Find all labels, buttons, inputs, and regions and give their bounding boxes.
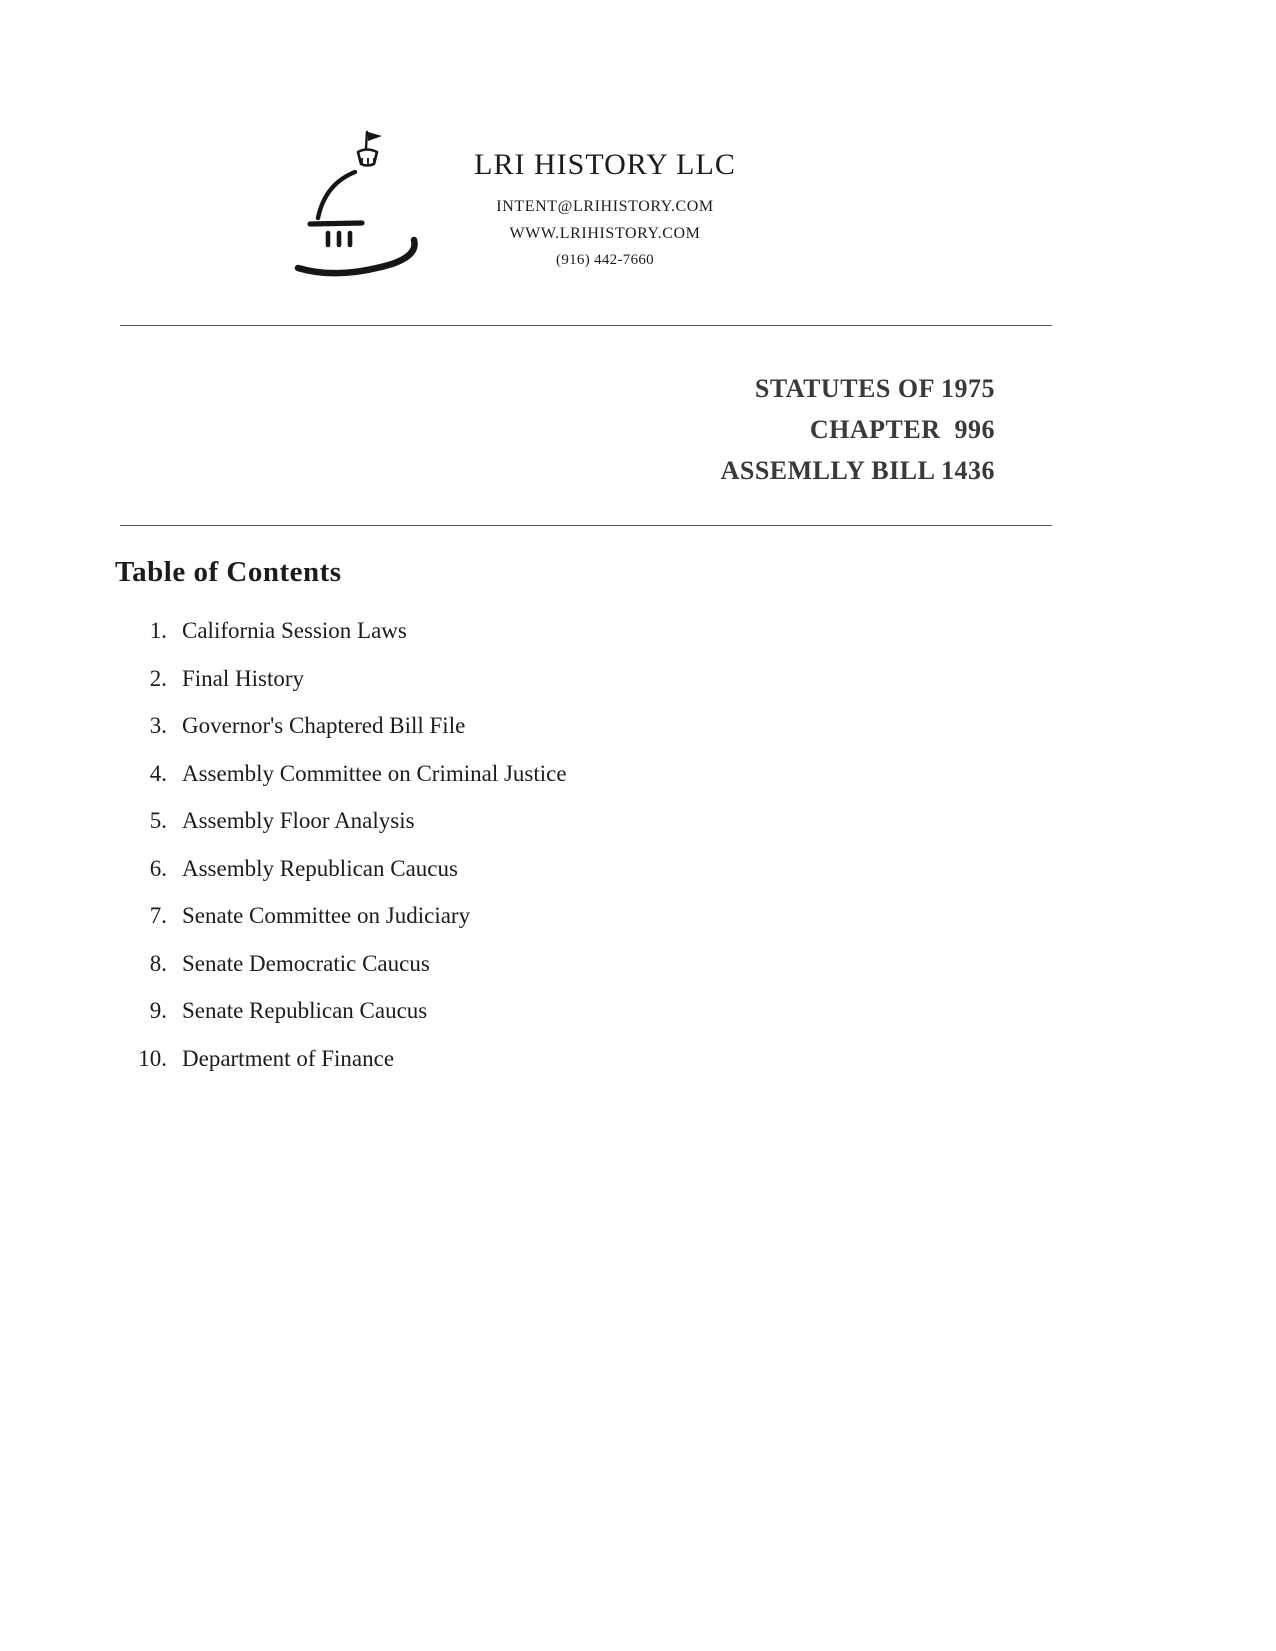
toc-item — [115, 1046, 815, 1094]
toc-item-number: 10. — [138, 1045, 167, 1071]
toc-item-label: Final History — [182, 665, 305, 691]
divider-top — [120, 325, 1052, 326]
letterhead — [455, 148, 755, 269]
divider-bottom — [120, 525, 1052, 526]
website-text: WWW.LRIHISTORY.COM — [509, 225, 701, 242]
toc-item-label: Assembly Republican Caucus — [182, 855, 458, 881]
toc-item — [115, 666, 815, 714]
toc-item-number: 6. — [149, 855, 167, 881]
toc-item — [115, 951, 815, 999]
toc-title: Table of Contents — [115, 556, 342, 588]
statute-block — [560, 368, 995, 491]
toc-item-label: Department of Finance — [182, 1045, 395, 1071]
logo-flag — [368, 132, 382, 141]
toc-item-number: 5. — [149, 808, 167, 833]
toc-item-number: 1. — [149, 618, 167, 643]
toc-item-label: Governor's Chaptered Bill File — [182, 713, 466, 738]
statutes-line: STATUTES OF 1975 — [754, 374, 995, 403]
capitol-logo-icon — [292, 122, 442, 287]
toc-item — [115, 808, 815, 856]
assembly-bill-line: ASSEMLLY BILL 1436 — [720, 456, 995, 485]
toc-item-label: Senate Democratic Caucus — [182, 950, 430, 976]
toc-item-label: Senate Republican Caucus — [182, 998, 428, 1023]
company-name: LRI HISTORY LLC — [474, 148, 736, 181]
toc-item — [115, 856, 815, 904]
phone-text: (916) 442-7660 — [556, 252, 654, 268]
toc-item-label: Assembly Floor Analysis — [182, 808, 415, 833]
toc-item-number: 2. — [149, 665, 167, 691]
toc-item-label: California Session Laws — [182, 618, 407, 643]
toc-item — [115, 998, 815, 1046]
toc-item — [115, 903, 815, 951]
toc-item-number: 9. — [149, 998, 167, 1023]
chapter-line: CHAPTER 996 — [809, 415, 995, 444]
toc-item — [115, 618, 815, 666]
toc-item-label: Assembly Committee on Criminal Justice — [182, 760, 567, 786]
toc-item-number: 8. — [149, 950, 167, 976]
toc-item-number: 7. — [149, 903, 167, 928]
toc-list — [115, 618, 815, 1093]
toc-item-number: 4. — [149, 760, 167, 786]
toc-item — [115, 761, 815, 809]
email-text: INTENT@LRIHISTORY.COM — [496, 198, 714, 215]
toc-item-label: Senate Committee on Judiciary — [182, 903, 471, 928]
toc-item — [115, 713, 815, 761]
toc-item-number: 3. — [149, 713, 167, 738]
